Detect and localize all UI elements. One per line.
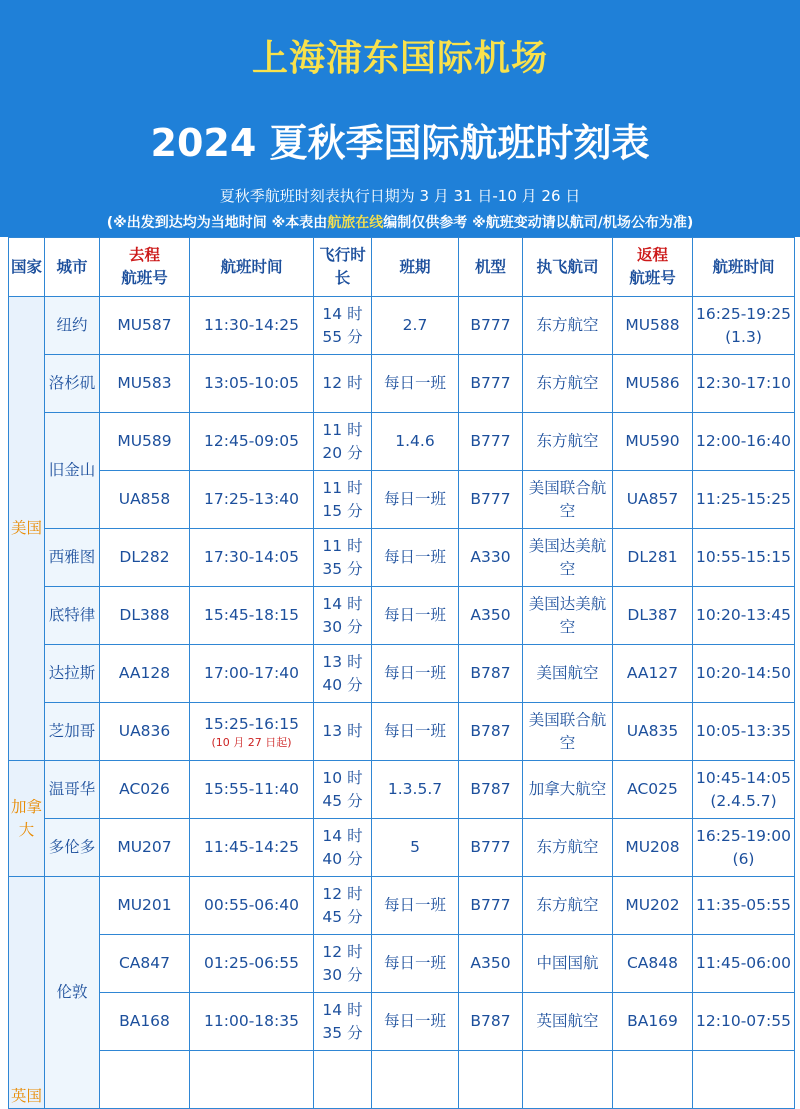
- schedule-cell: 每日一班: [372, 645, 459, 703]
- out-flight-cell: DL282: [100, 529, 190, 587]
- city-cell: 纽约: [45, 297, 100, 355]
- city-cell: 达拉斯: [45, 645, 100, 703]
- schedule-cell: 每日一班: [372, 587, 459, 645]
- airline-cell: [523, 1051, 613, 1109]
- out-flight-cell: MU583: [100, 355, 190, 413]
- country-cell-usa: 美国: [9, 297, 45, 761]
- schedule-cell: 2.7: [372, 297, 459, 355]
- notice-highlight: 航旅在线: [327, 215, 384, 231]
- flight-timetable: [8, 237, 795, 1109]
- out-time-cell: 11:00-18:35: [190, 993, 314, 1051]
- aircraft-cell: B777: [459, 355, 523, 413]
- out-time-cell: 15:45-18:15: [190, 587, 314, 645]
- ret-flight-cell: UA835: [613, 703, 693, 761]
- duration-cell: 13 时: [314, 703, 372, 761]
- duration-cell: 12 时 30 分: [314, 935, 372, 993]
- duration-cell: 12 时: [314, 355, 372, 413]
- country-cell-uk: 英国: [9, 877, 45, 1109]
- city-cell: 温哥华: [45, 761, 100, 819]
- out-time-cell: 17:30-14:05: [190, 529, 314, 587]
- ret-flight-cell: UA857: [613, 471, 693, 529]
- duration-cell: 14 时 30 分: [314, 587, 372, 645]
- table-row: [9, 587, 795, 645]
- city-cell: 底特律: [45, 587, 100, 645]
- effective-date-note: (10 月 27 日起): [211, 736, 292, 749]
- out-time-cell: 11:30-14:25: [190, 297, 314, 355]
- ret-time-cell: 11:25-15:25: [693, 471, 795, 529]
- ret-flight-cell: BA169: [613, 993, 693, 1051]
- airline-cell: 美国达美航空: [523, 587, 613, 645]
- out-time-cell: 17:25-13:40: [190, 471, 314, 529]
- schedule-cell: 1.3.5.7: [372, 761, 459, 819]
- out-flight-cell: MU587: [100, 297, 190, 355]
- notice-post: 编制仅供参考 ※航班变动请以航司/机场公布为准): [383, 215, 694, 231]
- schedule-cell: 每日一班: [372, 355, 459, 413]
- out-time-cell: 01:25-06:55: [190, 935, 314, 993]
- duration-cell: 12 时 45 分: [314, 877, 372, 935]
- airline-cell: 东方航空: [523, 355, 613, 413]
- schedule-cell: 每日一班: [372, 703, 459, 761]
- ret-flight-cell: CA848: [613, 935, 693, 993]
- city-cell: 洛杉矶: [45, 355, 100, 413]
- ret-time-cell: [693, 1051, 795, 1109]
- ret-flight-cell: AC025: [613, 761, 693, 819]
- out-flight-cell: MU207: [100, 819, 190, 877]
- ret-time-cell: 12:30-17:10: [693, 355, 795, 413]
- effective-period: 夏秋季航班时刻表执行日期为 3 月 31 日-10 月 26 日: [219, 187, 581, 205]
- aircraft-cell: B787: [459, 645, 523, 703]
- aircraft-cell: A350: [459, 587, 523, 645]
- duration-cell: 14 时 35 分: [314, 993, 372, 1051]
- airline-cell: 美国航空: [523, 645, 613, 703]
- country-cell-canada: 加拿大: [9, 761, 45, 877]
- table-row: [9, 819, 795, 877]
- col-country: 国家: [9, 238, 45, 297]
- out-time-cell: 15:55-11:40: [190, 761, 314, 819]
- aircraft-cell: B777: [459, 471, 523, 529]
- ret-label: 返程: [636, 246, 668, 264]
- col-city: 城市: [45, 238, 100, 297]
- timetable-title: 2024 夏秋季国际航班时刻表: [150, 121, 650, 165]
- ret-flight-cell: DL281: [613, 529, 693, 587]
- duration-cell: 14 时 40 分: [314, 819, 372, 877]
- airline-cell: 东方航空: [523, 819, 613, 877]
- aircraft-cell: B777: [459, 413, 523, 471]
- out-flight-cell: UA858: [100, 471, 190, 529]
- aircraft-cell: [459, 1051, 523, 1109]
- col-duration: 飞行时长: [314, 238, 372, 297]
- duration-cell: 11 时 35 分: [314, 529, 372, 587]
- aircraft-cell: B777: [459, 877, 523, 935]
- table-row: [9, 529, 795, 587]
- aircraft-cell: B777: [459, 297, 523, 355]
- table-row: [9, 761, 795, 819]
- duration-cell: [314, 1051, 372, 1109]
- aircraft-cell: B787: [459, 993, 523, 1051]
- col-aircraft: 机型: [459, 238, 523, 297]
- table-row: [9, 935, 795, 993]
- aircraft-cell: B777: [459, 819, 523, 877]
- col-out-flight: [100, 238, 190, 297]
- aircraft-cell: B787: [459, 761, 523, 819]
- col-ret-time: 航班时间: [693, 238, 795, 297]
- airline-cell: 英国航空: [523, 993, 613, 1051]
- airport-title: 上海浦东国际机场: [251, 38, 548, 79]
- ret-time-cell: 10:05-13:35: [693, 703, 795, 761]
- table-row: [9, 297, 795, 355]
- city-cell: 伦敦: [45, 877, 100, 1109]
- out-time-cell: [190, 703, 314, 761]
- col-schedule: 班期: [372, 238, 459, 297]
- ret-time-cell: 10:55-15:15: [693, 529, 795, 587]
- table-row: [9, 1051, 795, 1109]
- col-ret-flight: [613, 238, 693, 297]
- header-row: [9, 238, 795, 297]
- out-flight-cell: CA847: [100, 935, 190, 993]
- schedule-cell: 每日一班: [372, 877, 459, 935]
- schedule-cell: 每日一班: [372, 993, 459, 1051]
- ret-time-cell: 10:45-14:05 (2.4.5.7): [693, 761, 795, 819]
- airline-cell: 东方航空: [523, 877, 613, 935]
- out-flight-cell: DL388: [100, 587, 190, 645]
- city-cell: 西雅图: [45, 529, 100, 587]
- ret-flight-cell: [613, 1051, 693, 1109]
- ret-time-cell: 12:00-16:40: [693, 413, 795, 471]
- ret-time-cell: 12:10-07:55: [693, 993, 795, 1051]
- aircraft-cell: A350: [459, 935, 523, 993]
- city-cell: 芝加哥: [45, 703, 100, 761]
- out-flight-label: 航班号: [121, 269, 168, 287]
- ret-flight-cell: MU202: [613, 877, 693, 935]
- table-row: [9, 471, 795, 529]
- ret-flight-cell: MU208: [613, 819, 693, 877]
- duration-cell: 14 时 55 分: [314, 297, 372, 355]
- airline-cell: 东方航空: [523, 297, 613, 355]
- ret-time-cell: 10:20-13:45: [693, 587, 795, 645]
- col-airline: 执飞航司: [523, 238, 613, 297]
- out-flight-cell: MU201: [100, 877, 190, 935]
- table-row: [9, 993, 795, 1051]
- ret-time-cell: 16:25-19:00 (6): [693, 819, 795, 877]
- out-time-cell: 11:45-14:25: [190, 819, 314, 877]
- schedule-cell: 每日一班: [372, 471, 459, 529]
- ret-flight-cell: MU586: [613, 355, 693, 413]
- table-row: [9, 413, 795, 471]
- ret-flight-label: 航班号: [629, 269, 676, 287]
- out-time-cell: 13:05-10:05: [190, 355, 314, 413]
- ret-time-cell: 11:35-05:55: [693, 877, 795, 935]
- table-row: [9, 877, 795, 935]
- notice-line: [0, 212, 800, 232]
- schedule-cell: [372, 1051, 459, 1109]
- out-flight-cell: AA128: [100, 645, 190, 703]
- city-cell: 多伦多: [45, 819, 100, 877]
- out-time-cell: [190, 1051, 314, 1109]
- schedule-cell: 1.4.6: [372, 413, 459, 471]
- duration-cell: 13 时 40 分: [314, 645, 372, 703]
- table-row: [9, 703, 795, 761]
- out-time-cell: 00:55-06:40: [190, 877, 314, 935]
- notice-pre: (※出发到达均为当地时间 ※本表由: [106, 215, 328, 231]
- airline-cell: 东方航空: [523, 413, 613, 471]
- out-label: 去程: [128, 246, 160, 264]
- out-flight-cell: AC026: [100, 761, 190, 819]
- out-flight-cell: MU589: [100, 413, 190, 471]
- ret-flight-cell: DL387: [613, 587, 693, 645]
- out-flight-cell: BA168: [100, 993, 190, 1051]
- schedule-cell: 5: [372, 819, 459, 877]
- table-row: [9, 645, 795, 703]
- out-flight-cell: [100, 1051, 190, 1109]
- aircraft-cell: A330: [459, 529, 523, 587]
- airline-cell: 加拿大航空: [523, 761, 613, 819]
- out-time-cell: 12:45-09:05: [190, 413, 314, 471]
- duration-cell: 10 时 45 分: [314, 761, 372, 819]
- out-time-text: 15:25-16:15: [204, 715, 299, 733]
- airline-cell: 美国达美航空: [523, 529, 613, 587]
- duration-cell: 11 时 20 分: [314, 413, 372, 471]
- out-flight-cell: UA836: [100, 703, 190, 761]
- header-banner: [0, 0, 800, 237]
- out-time-cell: 17:00-17:40: [190, 645, 314, 703]
- airline-cell: 美国联合航空: [523, 703, 613, 761]
- aircraft-cell: B787: [459, 703, 523, 761]
- schedule-cell: 每日一班: [372, 935, 459, 993]
- ret-flight-cell: MU588: [613, 297, 693, 355]
- table-row: [9, 355, 795, 413]
- ret-time-cell: 11:45-06:00: [693, 935, 795, 993]
- ret-flight-cell: AA127: [613, 645, 693, 703]
- airline-cell: 中国国航: [523, 935, 613, 993]
- ret-time-cell: 10:20-14:50: [693, 645, 795, 703]
- ret-time-cell: 16:25-19:25 (1.3): [693, 297, 795, 355]
- airline-cell: 美国联合航空: [523, 471, 613, 529]
- city-cell: 旧金山: [45, 413, 100, 529]
- duration-cell: 11 时 15 分: [314, 471, 372, 529]
- col-out-time: 航班时间: [190, 238, 314, 297]
- schedule-cell: 每日一班: [372, 529, 459, 587]
- ret-flight-cell: MU590: [613, 413, 693, 471]
